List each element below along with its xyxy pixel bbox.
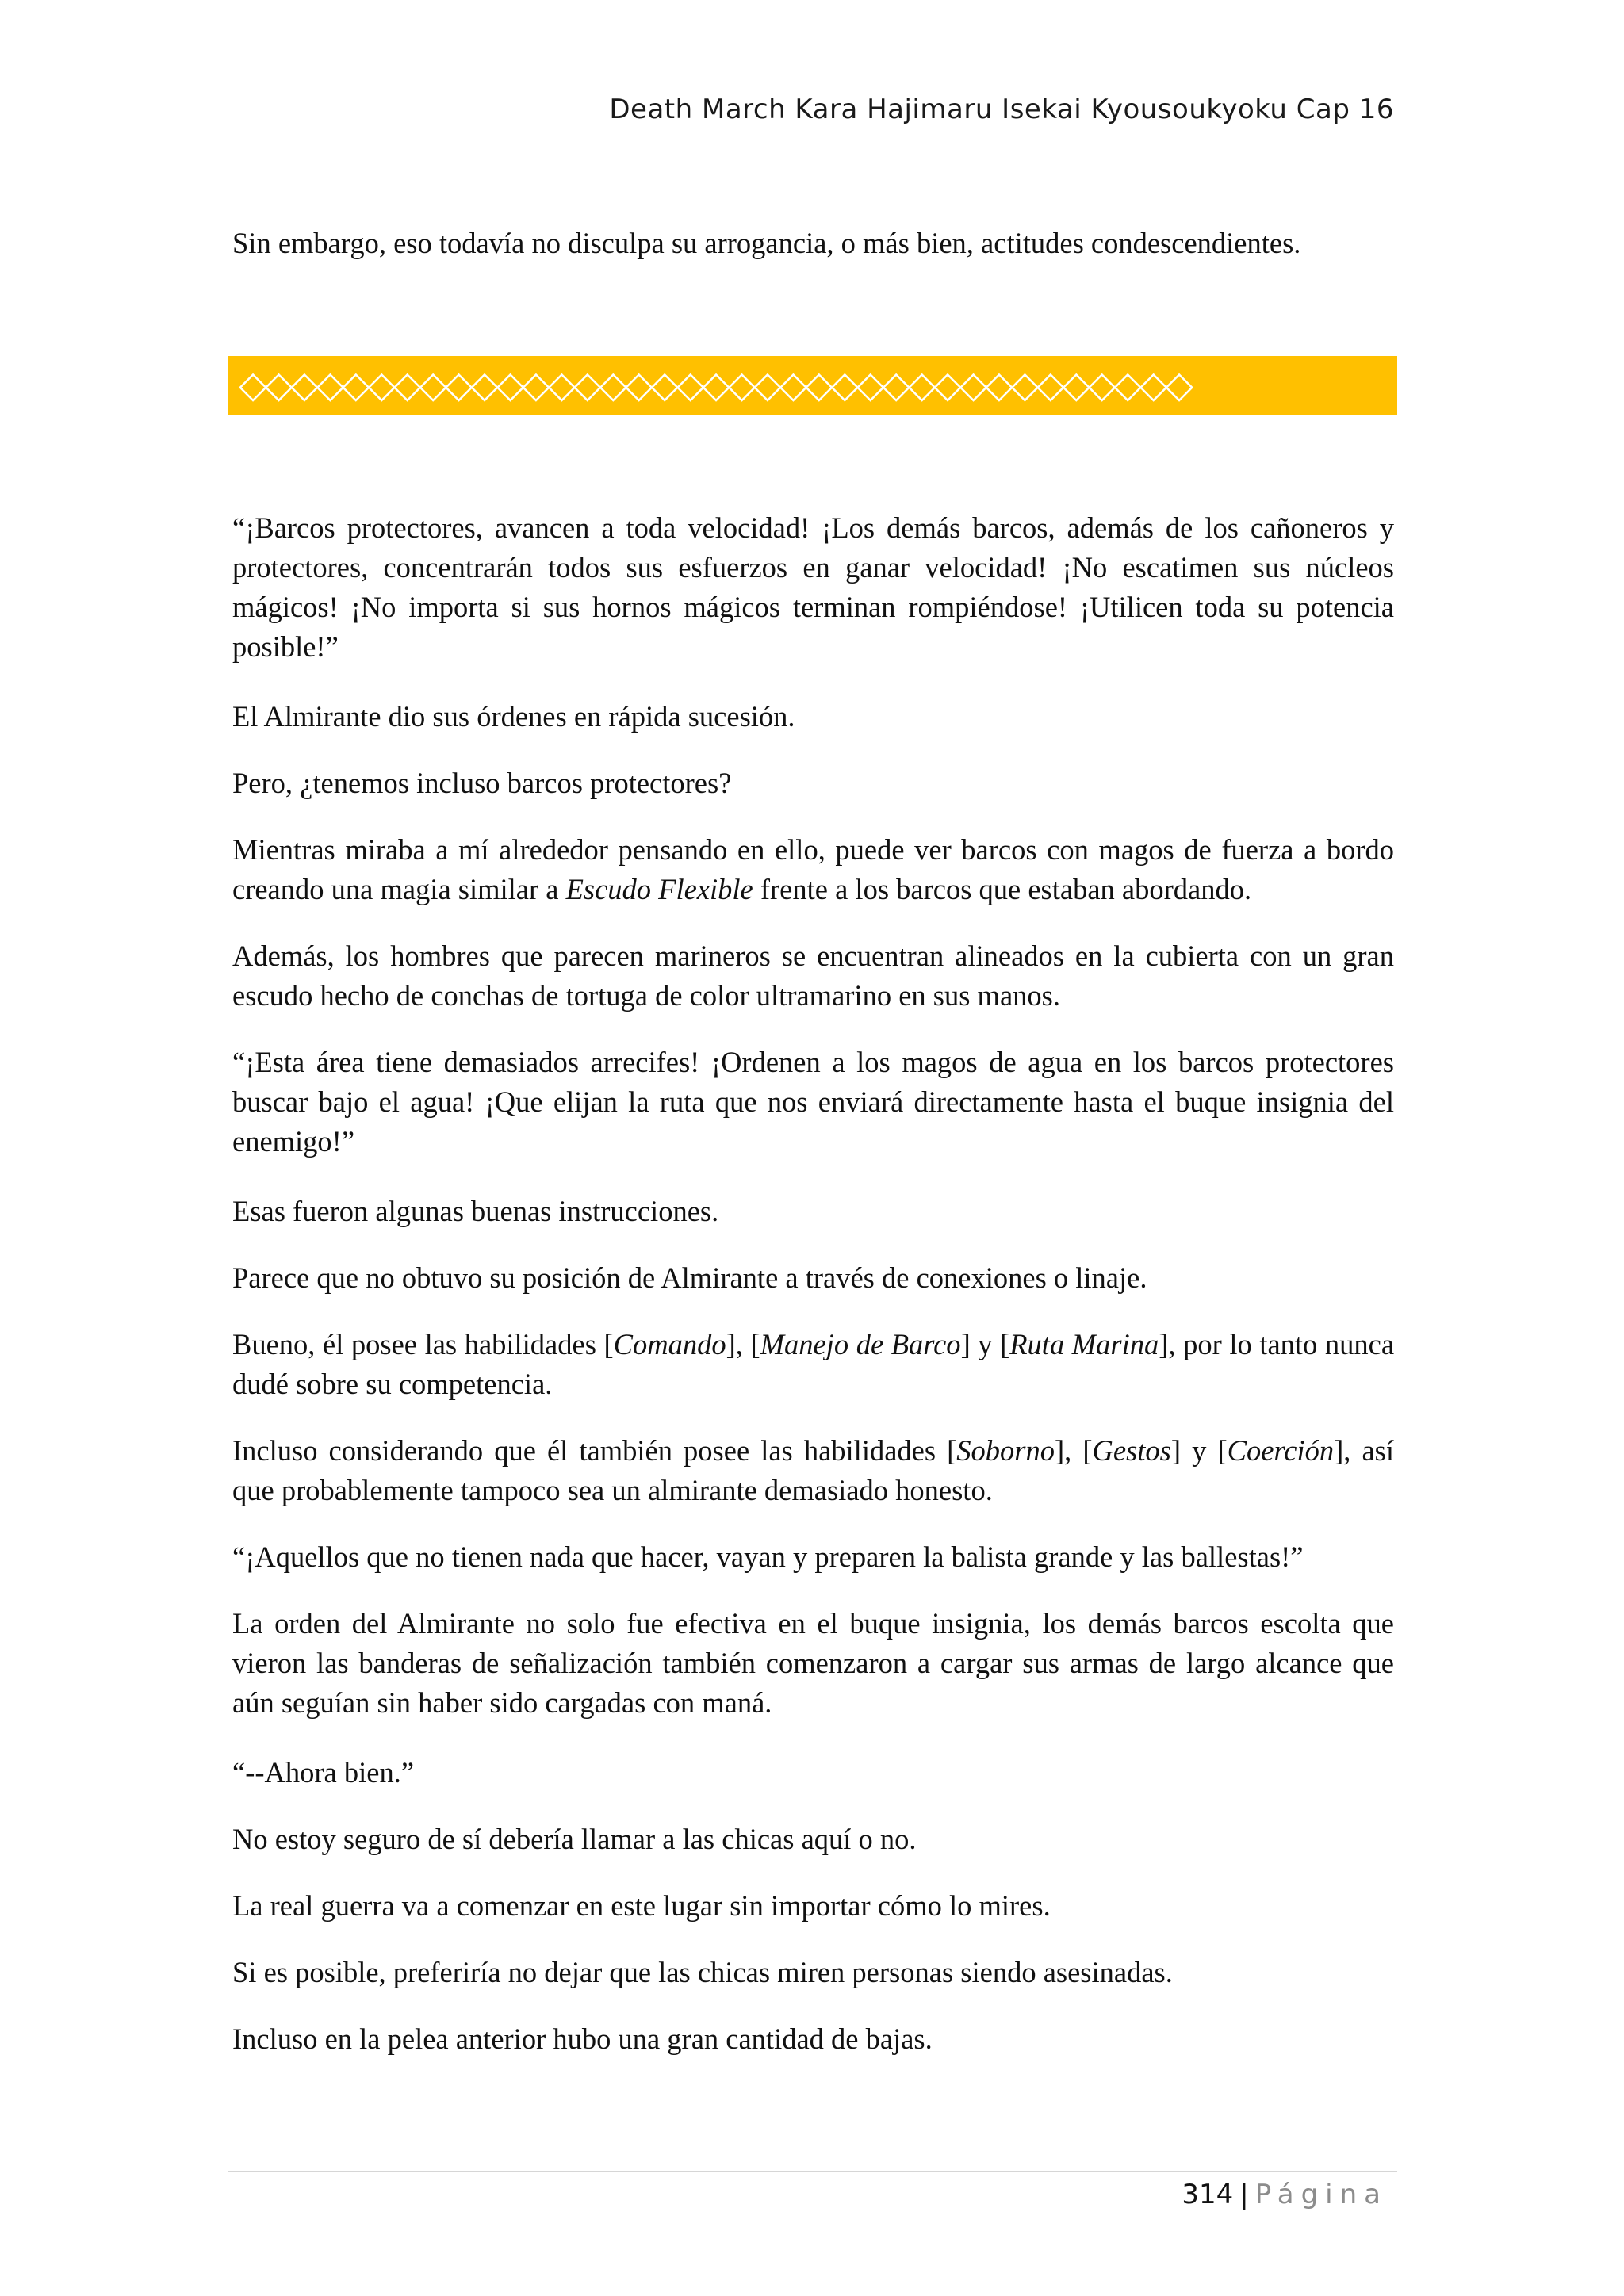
skill-name-italic: Comando <box>613 1328 726 1360</box>
skill-name-italic: Manejo de Barco <box>760 1328 961 1360</box>
page-footer <box>1182 2179 1388 2210</box>
paragraph: El Almirante dio sus órdenes en rápida sucesión. <box>232 700 795 733</box>
footer-separator: | <box>1239 2179 1249 2210</box>
paragraph: Además, los hombres que parecen marineros se encuentran alineados en la cubierta con un gran escudo hecho de conchas de tortuga de color ultramarino en sus manos. <box>232 939 1394 1012</box>
paragraph-text: ], así que probablemente tampoco sea un almirante demasiado honesto. <box>232 1434 1395 1506</box>
paragraph-text: Incluso considerando que él también posee las habilidades [ <box>232 1434 957 1467</box>
skill-name-italic: Ruta Marina <box>1009 1328 1159 1360</box>
paragraph-text: ], por lo tanto nunca dudé sobre su competencia. <box>232 1328 1395 1400</box>
paragraph: “--Ahora bien.” <box>232 1756 415 1789</box>
page-number: 314 <box>1182 2179 1234 2210</box>
skill-name-italic: Soborno <box>956 1434 1055 1467</box>
footer-divider <box>228 2171 1397 2172</box>
skill-name-italic: Coerción <box>1227 1434 1335 1467</box>
skill-name-italic: Escudo Flexible <box>565 873 753 905</box>
page-header-title: Death March Kara Hajimaru Isekai Kyousoukyoku Cap 16 <box>609 94 1394 125</box>
page-label: Página <box>1254 2179 1388 2210</box>
paragraph: Parece que no obtuvo su posición de Almirante a través de conexiones o linaje. <box>232 1261 1147 1294</box>
paragraph: Incluso en la pelea anterior hubo una gran cantidad de bajas. <box>232 2022 933 2055</box>
paragraph: Pero, ¿tenemos incluso barcos protectores? <box>232 767 732 799</box>
paragraph: Esas fueron algunas buenas instrucciones. <box>232 1195 719 1227</box>
paragraph: La orden del Almirante no solo fue efectiva en el buque insignia, los demás barcos escolta que vieron las banderas de señalización también comenzaron a cargar sus armas de largo alcance que aún seguían sin haber sido cargadas con maná. <box>232 1607 1394 1719</box>
paragraph-text: ] y [ <box>960 1328 1010 1360</box>
paragraph: No estoy seguro de sí debería llamar a las chicas aquí o no. <box>232 1823 917 1855</box>
paragraph: “¡Esta área tiene demasiados arrecifes! ¡Ordenen a los magos de agua en los barcos protectores buscar bajo el agua! ¡Que elijan la ruta que nos enviará directamente hasta el buque insignia del enemigo!” <box>232 1046 1394 1158</box>
paragraph: La real guerra va a comenzar en este lugar sin importar cómo lo mires. <box>232 1889 1051 1922</box>
paragraph-text: Bueno, él posee las habilidades [ <box>232 1328 614 1360</box>
skill-name-italic: Gestos <box>1092 1434 1171 1467</box>
section-divider-banner <box>228 356 1397 415</box>
paragraph: Sin embargo, eso todavía no disculpa su arrogancia, o más bien, actitudes condescendientes. <box>232 227 1301 259</box>
diamond-pattern-icon: ◇◇◇◇◇◇◇◇◇◇◇◇◇◇◇◇◇◇◇◇◇◇◇◇◇◇◇◇◇◇◇◇◇◇◇◇◇ <box>239 363 1191 407</box>
paragraph-text: ], [ <box>1055 1434 1093 1467</box>
paragraph <box>232 1431 1394 1510</box>
paragraph-text: ] y [ <box>1170 1434 1228 1467</box>
paragraph: “¡Barcos protectores, avancen a toda velocidad! ¡Los demás barcos, además de los cañoneros y protectores, concentrarán todos sus esfuerzos en ganar velocidad! ¡No escatimen sus núcleos mágicos! ¡No importa si sus hornos mágicos terminan rompiéndose! ¡Utilicen toda su potencia posible!” <box>232 511 1394 663</box>
paragraph-text: frente a los barcos que estaban abordando. <box>753 873 1252 905</box>
paragraph: Si es posible, preferiría no dejar que las chicas miren personas siendo asesinadas. <box>232 1956 1173 1988</box>
paragraph <box>232 1325 1394 1404</box>
paragraph-text: ], [ <box>726 1328 760 1360</box>
paragraph <box>232 830 1394 909</box>
paragraph: “¡Aquellos que no tienen nada que hacer, vayan y preparen la balista grande y las ballestas!” <box>232 1540 1304 1573</box>
paragraph-text: Mientras miraba a mí alrededor pensando en ello, puede ver barcos con magos de fuerza a bordo creando una magia similar a <box>232 833 1394 905</box>
